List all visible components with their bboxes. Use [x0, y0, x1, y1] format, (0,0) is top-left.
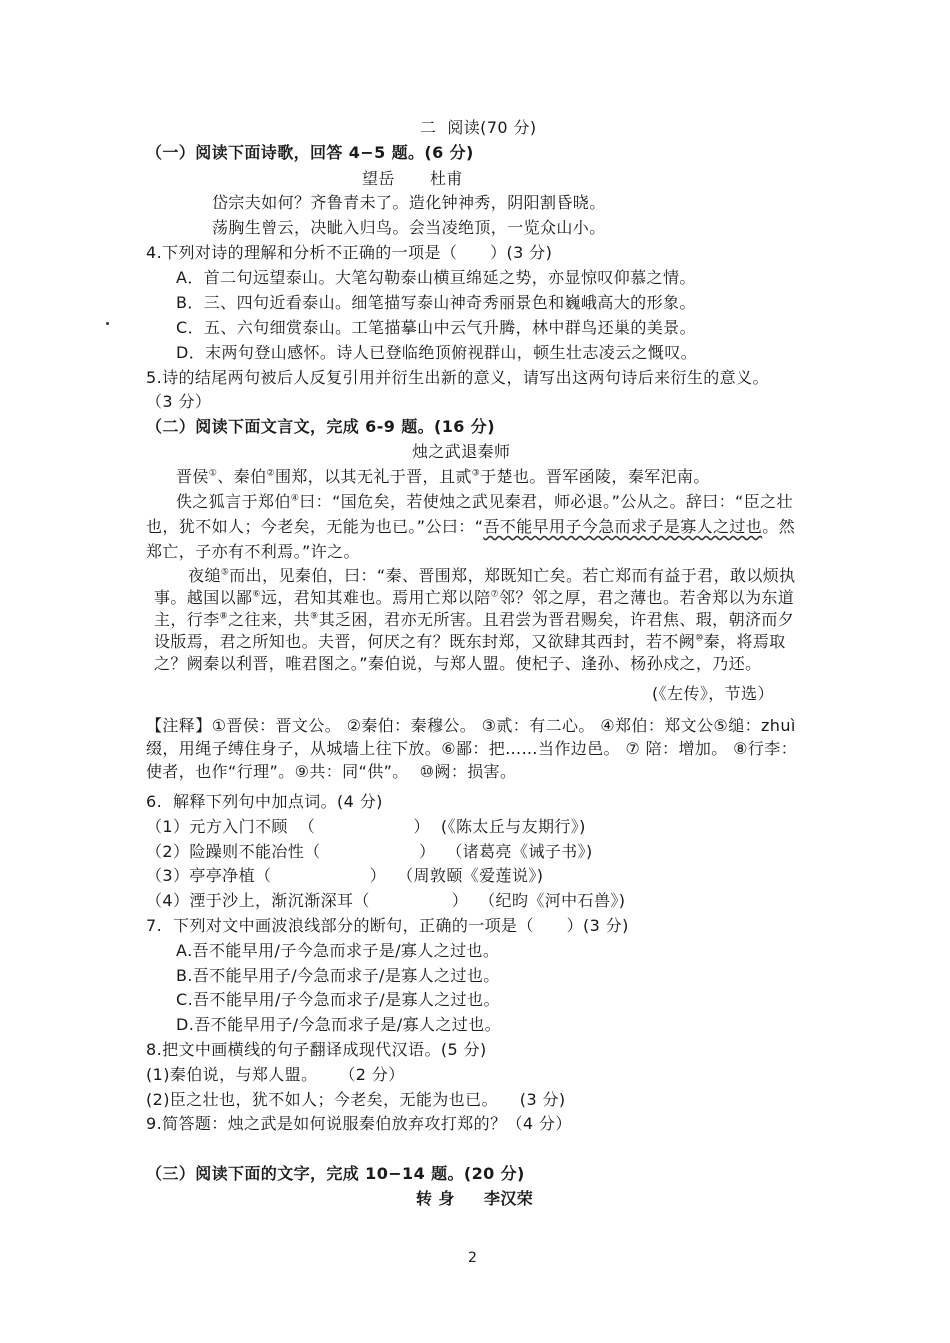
- passage-source: (《左传》，节选）: [652, 684, 774, 703]
- q4-option-d: D．末两句登山感怀。诗人已登临绝顶俯视群山，顿生壮志凌云之慨叹。: [176, 343, 698, 362]
- passage-para-2-line-1: 佚之狐言于郑伯④曰：“国危矣，若使烛之武见秦君，师必退。”公从之。辞曰：“臣之壮: [176, 492, 793, 511]
- passage-para-2-line-2: 也，犹不如人；今老矣，无能为也已。”公曰：“吾不能早用子今急而求子是寡人之过也。然: [146, 517, 796, 536]
- notes-line-3: 使者，也作“行理”。⑨共：同“供”。 ⑩阙：损害。: [146, 762, 517, 781]
- question-8: 8.把文中画横线的句子翻译成现代汉语。(5 分): [146, 1040, 487, 1059]
- q6-item-2: （2）险躁则不能冶性（ ） （诸葛亮《诫子书》): [146, 842, 593, 861]
- wavy-underlined-sentence: 吾不能早用子今急而求子是寡人之过也: [483, 517, 763, 536]
- q7-option-b: B.吾不能早用子/今急而求子/是寡人之过也。: [176, 966, 500, 985]
- text-title: 烛之武退秦师: [412, 442, 511, 461]
- q4-option-b: B．三、四句近看泰山。细笔描写泰山神奇秀丽景色和巍峨高大的形象。: [176, 293, 696, 312]
- poem-author: 杜甫: [430, 169, 463, 188]
- page-number: 2: [468, 1250, 478, 1266]
- q7-option-a: A.吾不能早用/子今急而求子是/寡人之过也。: [176, 941, 500, 960]
- part3-author: 李汉荣: [484, 1189, 534, 1208]
- question-4: 4.下列对诗的理解和分析不正确的一项是（ ）(3 分): [146, 243, 553, 262]
- question-9: 9.简答题：烛之武是如何说服秦伯放弃攻打郑的？（4 分）: [146, 1114, 572, 1133]
- notes-line-1: 【注释】①晋侯：晋文公。 ②秦伯：秦穆公。 ③贰：有二心。 ④郑伯：郑文公⑤缒：zhuì: [146, 716, 796, 735]
- q7-option-c: C.吾不能早用/子今急而求子/是寡人之过也。: [176, 990, 500, 1009]
- question-6: 6. 解释下列句中加点词。(4 分): [146, 792, 383, 811]
- q4-option-a: A．首二句远望泰山。大笔勾勒泰山横亘绵延之势，亦显惊叹仰慕之情。: [176, 268, 696, 287]
- q6-item-3: （3）亭亭净植（ ） （周敦颐《爱莲说》): [146, 866, 544, 885]
- passage-para-3-line-1: 夜缒⑤而出，见秦伯，曰：“秦、晋围郑，郑既知亡矣。若亡郑而有益于君，敢以烦执: [188, 566, 796, 585]
- part2-header: （二）阅读下面文言文，完成 6-9 题。(16 分): [146, 417, 495, 436]
- stray-dot: [106, 322, 109, 325]
- section-title: 二 阅读(70 分): [420, 118, 537, 137]
- question-5: 5.诗的结尾两句被后人反复引用并衍生出新的意义，请写出这两句诗后来衍生的意义。: [146, 368, 769, 387]
- passage-para-1: 晋侯①、秦伯②围郑，以其无礼于晋，且贰③于楚也。晋军函陵，秦军汜南。: [176, 467, 710, 486]
- q7-option-d: D.吾不能早用子/今急而求子是/寡人之过也。: [176, 1015, 501, 1034]
- q6-item-4: （4）湮于沙上，渐沉渐深耳（ ） （纪昀《河中石兽》): [146, 891, 626, 910]
- passage-para-3-line-4: 设版焉，君之所知也。夫晋，何厌之有？既东封郑，又欲肆其西封，若不阙⑩秦，将焉取: [154, 632, 786, 651]
- q8-item-2: (2)臣之壮也，犹不如人；今老矣，无能为也已。 (3 分): [146, 1090, 566, 1109]
- part1-header: （一）阅读下面诗歌，回答 4−5 题。(6 分): [146, 143, 474, 162]
- passage-para-3-line-2: 事。越国以鄙⑥远，君知其难也。焉用亡郑以陪⑦邻？邻之厚，君之薄也。若舍郑以为东道: [154, 588, 795, 607]
- poem-line-2: 荡胸生曾云，决眦入归鸟。会当凌绝顶，一览众山小。: [212, 218, 606, 237]
- question-5-score: （3 分）: [146, 392, 212, 411]
- poem-title: 望岳: [362, 169, 395, 188]
- q4-option-c: C．五、六句细赏泰山。工笔描摹山中云气升腾，林中群鸟还巢的美景。: [176, 318, 696, 337]
- passage-para-3-line-3: 主，行李⑧之往来，共⑨其乏困，君亦无所害。且君尝为晋君赐矣，许君焦、瑕，朝济而夕: [154, 610, 795, 629]
- passage-para-3-line-5: 之？阙秦以利晋，唯君图之。”秦伯说，与郑人盟。使杞子、逢孙、杨孙戍之，乃还。: [154, 654, 762, 673]
- part3-title: 转 身: [416, 1189, 455, 1208]
- part3-header: （三）阅读下面的文字，完成 10−14 题。(20 分): [146, 1164, 525, 1183]
- q6-item-1: （1）元方入门不顾 （ ） (《陈太丘与友期行》): [146, 817, 586, 836]
- q8-item-1: (1)秦伯说，与郑人盟。 （2 分）: [146, 1065, 405, 1084]
- notes-line-2: 缀，用绳子缚住身子，从城墙上往下放。⑥鄙：把……当作边邑。 ⑦ 陪：增加。 ⑧行李：: [146, 739, 798, 758]
- passage-para-2-line-3: 郑亡，子亦有不利焉。”许之。: [146, 542, 360, 561]
- question-7: 7. 下列对文中画波浪线部分的断句，正确的一项是（ ）(3 分): [146, 916, 629, 935]
- poem-line-1: 岱宗夫如何？齐鲁青未了。造化钟神秀，阴阳割昏晓。: [212, 193, 606, 212]
